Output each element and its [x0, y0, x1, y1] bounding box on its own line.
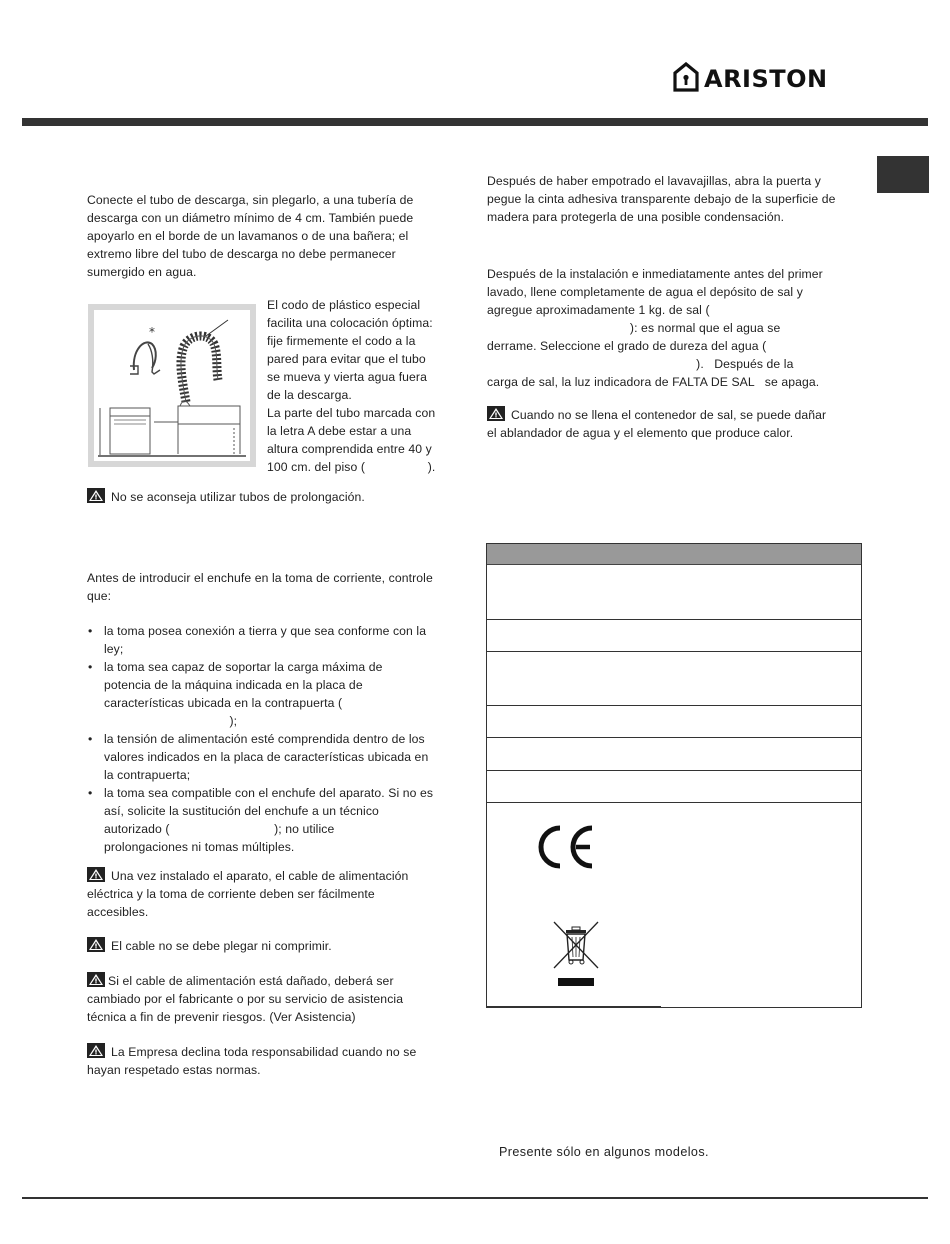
warning-text: Cuando no se llena el contenedor de sal, se puede dañar — [511, 408, 827, 422]
salt-line: derrame. Seleccione el grado de dureza del agua ( — [487, 339, 767, 353]
weee-crossed-bin-icon — [552, 920, 600, 995]
list-item — [87, 784, 449, 856]
table-row-divider — [487, 651, 861, 652]
list-item-line: características ubicada en la contrapuerta ( — [104, 696, 343, 710]
list-item-line: ley; — [104, 642, 124, 656]
warning-triangle-icon — [87, 937, 105, 952]
technical-data-table — [486, 543, 862, 1008]
caption-line: 100 cm. del piso ( ). — [267, 460, 436, 474]
caption-line: la letra A debe estar a una — [267, 424, 412, 438]
table-row-divider — [487, 737, 861, 738]
salt-line: ). Después de la — [487, 357, 794, 371]
tape-paragraph: Después de haber empotrado el lavavajillas, abra la puerta y pegue la cinta adhesiva transparente debajo de la superficie de madera para protegerla de una posible condensación. — [487, 174, 836, 224]
list-item-line: así, solicite la sustitución del enchufe a un técnico — [104, 804, 379, 818]
salt-line: lavado, llene completamente de agua el depósito de sal y — [487, 285, 803, 299]
salt-line: ): es normal que el agua se — [487, 321, 781, 335]
warning-text: hayan respetado estas normas. — [87, 1063, 261, 1077]
warning-triangle-icon — [87, 488, 105, 503]
electrical-checklist — [87, 622, 449, 856]
warning-cable — [87, 937, 447, 955]
warning-text: Una vez instalado el aparato, el cable de alimentación — [111, 869, 409, 883]
list-item-line: • la toma posea conexión a tierra y que sea conforme con la — [104, 624, 427, 638]
figure-caption — [267, 296, 447, 476]
language-tab — [877, 156, 929, 193]
caption-line: facilita una colocación óptima: — [267, 316, 433, 330]
caption-line: fije firmemente el codo a la — [267, 334, 416, 348]
header-rule — [22, 118, 928, 126]
table-row-divider — [487, 705, 861, 706]
drain-hose-figure — [88, 304, 256, 467]
warning-text: eléctrica y la toma de corriente deben ser fácilmente — [87, 887, 375, 901]
table-header — [487, 544, 861, 565]
drain-paragraph: Conecte el tubo de descarga, sin plegarlo, a una tubería de descarga con un diámetro mínimo de 4 cm. También puede apoyarlo en el borde de un lavamanos o de una bañera; el extremo libre del tubo de descarga no debe permanecer sumergido en agua. — [87, 193, 414, 279]
salt-line: Después de la instalación e inmediatamente antes del primer — [487, 267, 823, 281]
salt-line: carga de sal, la luz indicadora de FALTA DE SAL se apaga. — [487, 375, 820, 389]
warning-text: cambiado por el fabricante o por su servicio de asistencia — [87, 992, 404, 1006]
caption-line: pared para evitar que el tubo — [267, 352, 426, 366]
caption-line: altura comprendida entre 40 y — [267, 442, 432, 456]
table-row-divider — [487, 619, 861, 620]
footer-rule — [22, 1197, 928, 1199]
list-item-line: la contrapuerta; — [104, 768, 191, 782]
warning-triangle-icon — [87, 867, 105, 882]
warning-salt — [487, 406, 847, 442]
list-item-line: prolongaciones ni tomas múltiples. — [104, 840, 295, 854]
warning-text: accesibles. — [87, 905, 149, 919]
list-item — [87, 622, 449, 658]
table-bottom-accent — [487, 1006, 661, 1008]
brand-logo — [673, 62, 828, 96]
caption-line: se mueva y vierta agua fuera — [267, 370, 427, 384]
list-item-line: ); — [104, 714, 238, 728]
caption-line: de la descarga. — [267, 388, 352, 402]
ce-mark-icon — [534, 822, 596, 877]
list-item-line: • la toma sea capaz de soportar la carga máxima de — [104, 660, 383, 674]
electrical-intro: Antes de introducir el enchufe en la toma de corriente, controle que: — [87, 571, 433, 603]
warning-text: No se aconseja utilizar tubos de prolongación. — [111, 490, 365, 504]
footnote: Presente sólo en algunos modelos. — [499, 1145, 709, 1159]
warning-triangle-icon — [87, 1043, 105, 1058]
figure-star: * — [149, 325, 155, 339]
list-item-line: • la toma sea compatible con el enchufe del aparato. Si no es — [104, 786, 434, 800]
salt-line: agregue aproximadamente 1 kg. de sal ( — [487, 303, 710, 317]
caption-line: La parte del tubo marcada con — [267, 406, 436, 420]
warning-triangle-icon — [87, 972, 105, 987]
list-item — [87, 730, 449, 784]
salt-paragraph — [487, 265, 847, 391]
warning-liability — [87, 1043, 447, 1079]
warning-extension — [87, 488, 447, 506]
warning-text: el ablandador de agua y el elemento que produce calor. — [487, 426, 794, 440]
warning-triangle-icon — [487, 406, 505, 421]
list-item-line: valores indicados en la placa de características ubicada en — [104, 750, 429, 764]
house-logo-icon — [673, 62, 699, 97]
warning-text: La Empresa declina toda responsabilidad cuando no se — [111, 1045, 417, 1059]
table-row-divider — [487, 802, 861, 803]
caption-line: El codo de plástico especial — [267, 298, 421, 312]
list-item — [87, 658, 449, 730]
drain-hose-illustration — [94, 310, 250, 461]
list-item-line: autorizado ( ); no utilice — [104, 822, 335, 836]
warning-accessible — [87, 867, 447, 921]
list-item-line: • la tensión de alimentación esté comprendida dentro de los — [104, 732, 425, 746]
brand-name: ARISTON — [704, 65, 828, 93]
list-item-line: potencia de la máquina indicada en la placa de — [104, 678, 363, 692]
warning-text: técnica a fin de prevenir riesgos. (Ver Asistencia) — [87, 1010, 356, 1024]
warning-text: El cable no se debe plegar ni comprimir. — [111, 939, 332, 953]
warning-damaged-cable — [87, 972, 447, 1026]
table-row-divider — [487, 770, 861, 771]
warning-text: Si el cable de alimentación está dañado, deberá ser — [108, 974, 394, 988]
